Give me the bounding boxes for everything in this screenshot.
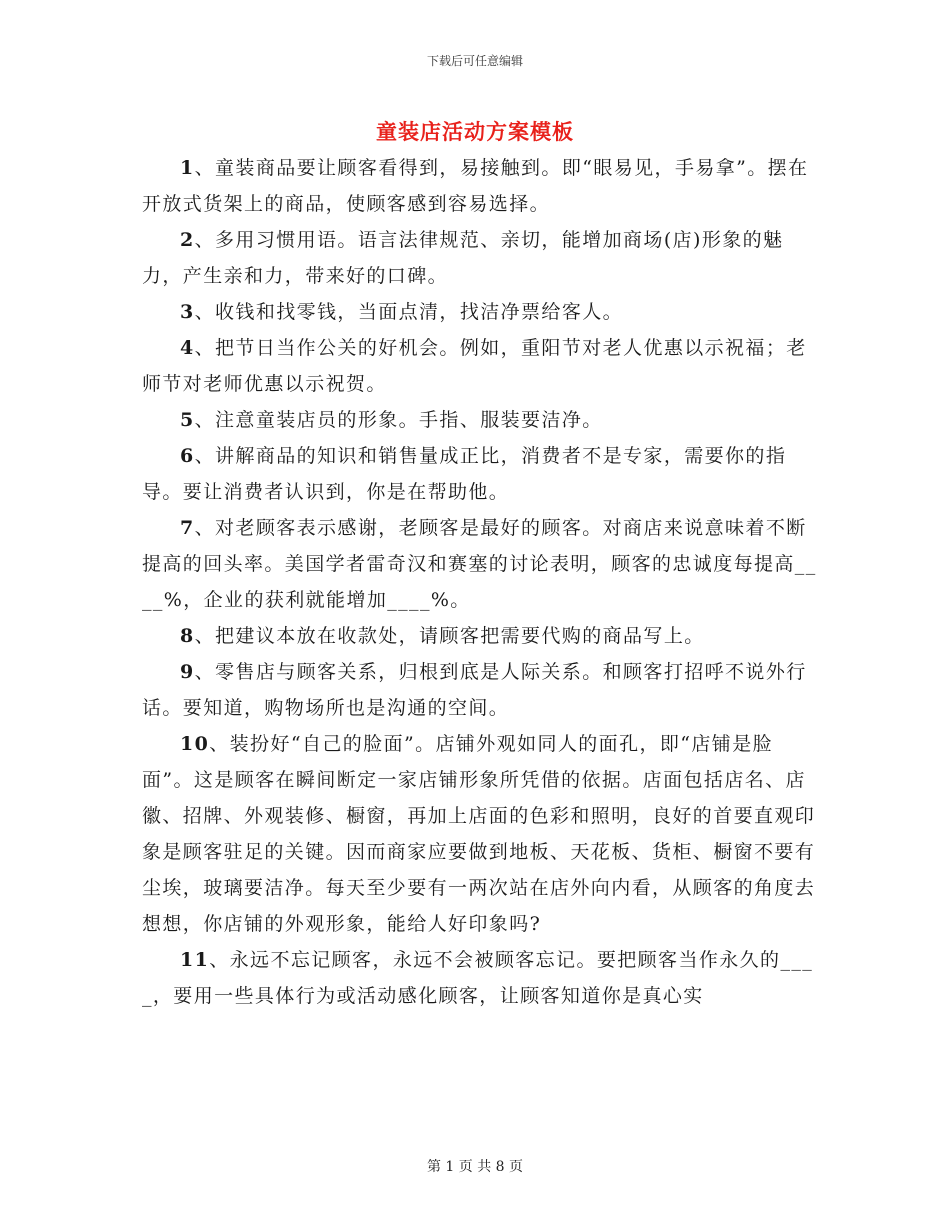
- paragraph-number: 3: [180, 301, 195, 323]
- paragraph-9: [142, 654, 822, 726]
- paragraph-number: 9: [180, 661, 195, 683]
- paragraph-number: 1: [180, 157, 195, 179]
- paragraph-1: [142, 150, 822, 222]
- paragraph-2: [142, 222, 822, 294]
- paragraph-text: 、把建议本放在收款处，请顾客把需要代购的商品写上。: [194, 625, 705, 647]
- paragraph-5: [142, 402, 822, 438]
- paragraph-8: [142, 618, 822, 654]
- paragraph-number: 10: [180, 733, 210, 755]
- paragraph-10: [142, 726, 822, 942]
- paragraph-number: 8: [180, 625, 195, 647]
- paragraph-text: 、注意童装店员的形象。手指、服装要洁净。: [194, 409, 603, 431]
- paragraph-3: [142, 294, 822, 330]
- page-header-note: 下载后可任意编辑: [426, 54, 523, 68]
- paragraph-11: [142, 942, 822, 1014]
- paragraph-number: 7: [180, 517, 195, 539]
- paragraph-4: [142, 330, 822, 402]
- paragraph-6: [142, 438, 822, 510]
- paragraph-text: 、讲解商品的知识和销售量成正比，消费者不是专家，需要你的指导。要让消费者认识到，你是在帮助他。: [142, 445, 787, 503]
- paragraph-number: 4: [180, 337, 195, 359]
- paragraph-text: 、收钱和找零钱，当面点清，找洁净票给客人。: [194, 301, 624, 323]
- paragraph-number: 6: [180, 445, 195, 467]
- document-body: [142, 150, 822, 1014]
- paragraph-text: 、对老顾客表示感谢，老顾客是最好的顾客。对商店来说意味着不断提高的回头率。美国学者雷奇汉和赛塞的讨论表明，顾客的忠诚度每提高____%，企业的获利就能增加____%。: [142, 517, 817, 611]
- paragraph-text: 、把节日当作公关的好机会。例如，重阳节对老人优惠以示祝福；老师节对老师优惠以示祝贺。: [142, 337, 807, 395]
- paragraph-number: 5: [180, 409, 195, 431]
- paragraph-7: [142, 510, 822, 618]
- paragraph-text: 、装扮好“自己的脸面”。店铺外观如同人的面孔，即“店铺是脸面”。这是顾客在瞬间断定一家店铺形象所凭借的依据。店面包括店名、店徽、招牌、外观装修、橱窗，再加上店面的色彩和照明，良好的首要直观印象是顾客驻足的关键。因而商家应要做到地板、天花板、货柜、橱窗不要有尘埃，玻璃要洁净。每天至少要有一两次站在店外向内看，从顾客的角度去想想，你店铺的外观形象，能给人好印象吗?: [142, 733, 816, 935]
- document-title: 童装店活动方案模板: [376, 119, 574, 144]
- paragraph-number: 11: [180, 949, 210, 971]
- paragraph-number: 2: [180, 229, 195, 251]
- paragraph-text: 、多用习惯用语。语言法律规范、亲切，能增加商场(店)形象的魅力，产生亲和力，带来好的口碑。: [142, 229, 784, 287]
- page-number-footer: 第 1 页 共 8 页: [426, 1159, 524, 1175]
- paragraph-text: 、童装商品要让顾客看得到，易接触到。即“眼易见，手易拿”。摆在开放式货架上的商品，使顾客感到容易选择。: [142, 157, 809, 215]
- paragraph-text: 、永远不忘记顾客，永远不会被顾客忘记。要把顾客当作永久的____，要用一些具体行为或活动感化顾客，让顾客知道你是真心实: [142, 949, 814, 1007]
- paragraph-text: 、零售店与顾客关系，归根到底是人际关系。和顾客打招呼不说外行话。要知道，购物场所也是沟通的空间。: [142, 661, 807, 719]
